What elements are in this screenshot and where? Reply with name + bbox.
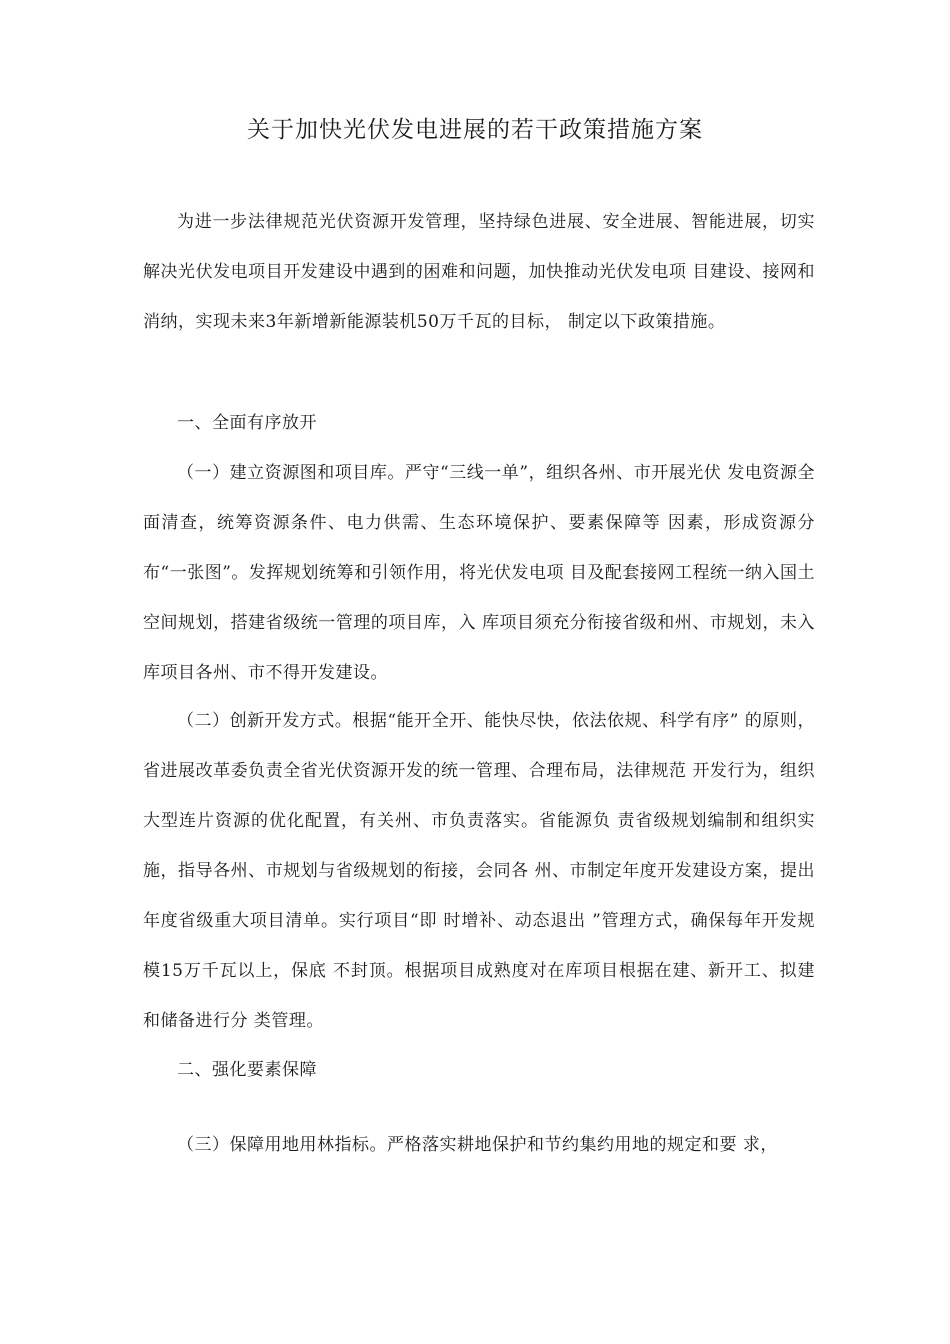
document-title: 关于加快光伏发电进展的若干政策措施方案 [247,117,703,143]
section-heading-2: 二、强化要素保障 [177,1060,317,1080]
item-paragraph-3: （三）保障用地用林指标。严格落实耕地保护和节约集约用地的规定和要 求， [177,1135,778,1155]
item-paragraph-2: （二）创新开发方式。根据“能开全开、能快尽快，依法依规、科学有序” 的原则，省进展改革委负责全省光伏资源开发的统一管理、合理布局，法律规范 开发行为，组织大型连片资源的优化配置，有关州、市负责落实。省能源负 责省级规划编制和组织实施，指导各州、市规划与省级规划的衔接，会同各 州、市制定年度开发建设方案，提出年度省级重大项目清单。实行项目“即 时增补、动态退出 ”管理方式，确保每年开发规模15万千瓦以上，保底 不封顶。根据项目成熟度对在库项目根据在建、新开工、拟建和储备进行分 类管理。 [143,711,815,1031]
section-heading-1: 一、全面有序放开 [177,413,317,433]
intro-paragraph: 为进一步法律规范光伏资源开发管理，坚持绿色进展、安全进展、智能进展，切实解决光伏发电项目开发建设中遇到的困难和问题，加快推动光伏发电项 目建设、接网和消纳，实现未来3年新增新能源装机50万千瓦的目标， 制定以下政策措施。 [143,212,815,332]
item-paragraph-1: （一）建立资源图和项目库。严守“三线一单”，组织各州、市开展光伏 发电资源全面清查，统筹资源条件、电力供需、生态环境保护、要素保障等 因素，形成资源分布“一张图”。发挥规划统筹和引领作用，将光伏发电项 目及配套接网工程统一纳入国土空间规划，搭建省级统一管理的项目库，入 库项目须充分衔接省级和州、市规划，未入库项目各州、市不得开发建设。 [143,463,815,683]
